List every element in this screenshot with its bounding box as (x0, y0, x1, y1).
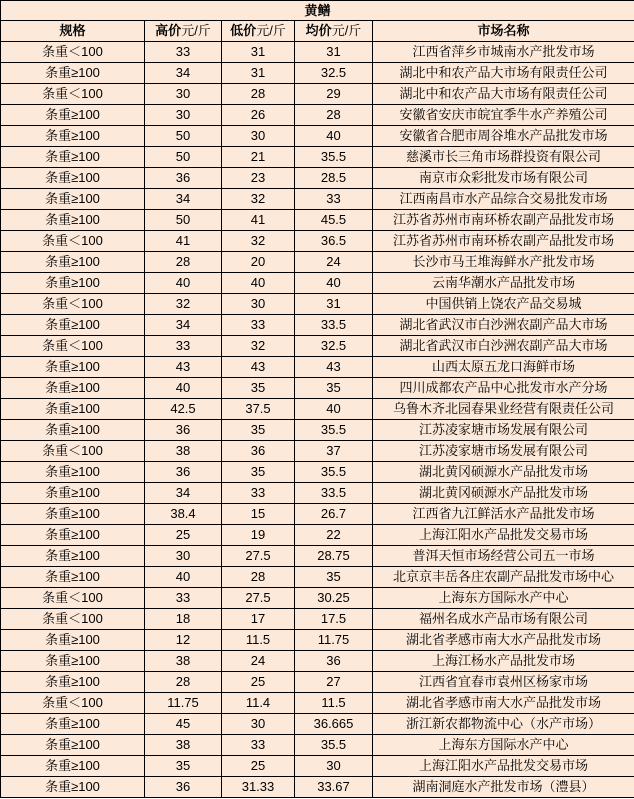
spec-cell: 条重≥100 (1, 546, 145, 567)
low-price-cell: 20 (222, 252, 295, 273)
avg-price-cell: 35 (295, 567, 373, 588)
spec-cell: 条重≥100 (1, 273, 145, 294)
table-row (1, 252, 634, 273)
spec-cell: 条重＜100 (1, 693, 145, 714)
market-cell: 湖北黄冈硕源水产品批发市场 (373, 462, 634, 483)
avg-price-cell: 30 (295, 756, 373, 777)
high-price-cell: 50 (145, 126, 222, 147)
avg-price-cell: 11.5 (295, 693, 373, 714)
header-low-unit: 元/斤 (256, 23, 286, 38)
market-cell: 中国供销上饶农产品交易城 (373, 294, 634, 315)
spec-cell: 条重≥100 (1, 714, 145, 735)
avg-price-cell: 24 (295, 252, 373, 273)
low-price-cell: 40 (222, 273, 295, 294)
market-cell: 上海江阳水产品批发交易市场 (373, 525, 634, 546)
table-row (1, 546, 634, 567)
avg-price-cell: 28 (295, 105, 373, 126)
avg-price-cell: 35 (295, 378, 373, 399)
low-price-cell: 27.5 (222, 546, 295, 567)
high-price-cell: 41 (145, 231, 222, 252)
spec-cell: 条重≥100 (1, 735, 145, 756)
high-price-cell: 18 (145, 609, 222, 630)
header-market: 市场名称 (373, 21, 634, 42)
low-price-cell: 19 (222, 525, 295, 546)
table-row (1, 168, 634, 189)
table-row (1, 63, 634, 84)
low-price-cell: 33 (222, 735, 295, 756)
avg-price-cell: 33.5 (295, 483, 373, 504)
header-avg-unit: 元/斤 (331, 23, 362, 38)
high-price-cell: 28 (145, 252, 222, 273)
market-cell: 江苏凌家塘市场发展有限公司 (373, 441, 634, 462)
table-row (1, 84, 634, 105)
header-spec: 规格 (1, 21, 145, 42)
low-price-cell: 35 (222, 420, 295, 441)
high-price-cell: 38 (145, 651, 222, 672)
spec-cell: 条重＜100 (1, 609, 145, 630)
table-row (1, 105, 634, 126)
avg-price-cell: 35.5 (295, 735, 373, 756)
market-cell: 上海江阳水产品批发交易市场 (373, 756, 634, 777)
high-price-cell: 33 (145, 588, 222, 609)
table-row (1, 210, 634, 231)
avg-price-cell: 33.5 (295, 315, 373, 336)
high-price-cell: 45 (145, 714, 222, 735)
high-price-cell: 36 (145, 420, 222, 441)
high-price-cell: 40 (145, 378, 222, 399)
high-price-cell: 43 (145, 357, 222, 378)
table-title: 黄鳝 (1, 1, 634, 21)
low-price-cell: 15 (222, 504, 295, 525)
header-avg-price (295, 21, 373, 42)
high-price-cell: 36 (145, 777, 222, 798)
avg-price-cell: 11.75 (295, 630, 373, 651)
high-price-cell: 40 (145, 273, 222, 294)
high-price-cell: 38.4 (145, 504, 222, 525)
spec-cell: 条重≥100 (1, 630, 145, 651)
avg-price-cell: 40 (295, 273, 373, 294)
table-row (1, 483, 634, 504)
high-price-cell: 50 (145, 210, 222, 231)
high-price-cell: 33 (145, 42, 222, 63)
table-row (1, 672, 634, 693)
spec-cell: 条重＜100 (1, 336, 145, 357)
market-cell: 长沙市马王堆海鲜水产批发市场 (373, 252, 634, 273)
table-row (1, 42, 634, 63)
high-price-cell: 34 (145, 483, 222, 504)
low-price-cell: 28 (222, 567, 295, 588)
market-cell: 福州名成水产品市场有限公司 (373, 609, 634, 630)
header-row (1, 21, 634, 42)
low-price-cell: 32 (222, 336, 295, 357)
avg-price-cell: 29 (295, 84, 373, 105)
spec-cell: 条重≥100 (1, 462, 145, 483)
high-price-cell: 30 (145, 84, 222, 105)
market-cell: 乌鲁木齐北园春果业经营有限责任公司 (373, 399, 634, 420)
table-row (1, 630, 634, 651)
avg-price-cell: 36 (295, 651, 373, 672)
market-cell: 江苏省苏州市南环桥农副产品批发市场 (373, 231, 634, 252)
market-cell: 湖南洞庭水产批发市场（澧县） (373, 777, 634, 798)
avg-price-cell: 36.665 (295, 714, 373, 735)
market-cell: 北京京丰岳各庄农副产品批发市场中心 (373, 567, 634, 588)
high-price-cell: 36 (145, 462, 222, 483)
avg-price-cell: 35.5 (295, 147, 373, 168)
table-row (1, 525, 634, 546)
high-price-cell: 50 (145, 147, 222, 168)
market-cell: 江西省九江鲜活水产品批发市场 (373, 504, 634, 525)
avg-price-cell: 35.5 (295, 462, 373, 483)
market-cell: 四川成都农产品中心批发市水产分场 (373, 378, 634, 399)
low-price-cell: 43 (222, 357, 295, 378)
table-row (1, 294, 634, 315)
table-row (1, 147, 634, 168)
spec-cell: 条重≥100 (1, 189, 145, 210)
header-avg-label: 均价 (305, 23, 332, 38)
spec-cell: 条重≥100 (1, 252, 145, 273)
avg-price-cell: 26.7 (295, 504, 373, 525)
spec-cell: 条重≥100 (1, 105, 145, 126)
avg-price-cell: 28.5 (295, 168, 373, 189)
avg-price-cell: 45.5 (295, 210, 373, 231)
high-price-cell: 35 (145, 756, 222, 777)
market-cell: 湖北黄冈硕源水产品批发市场 (373, 483, 634, 504)
low-price-cell: 28 (222, 84, 295, 105)
market-cell: 南京市众彩批发市场有限公司 (373, 168, 634, 189)
avg-price-cell: 17.5 (295, 609, 373, 630)
low-price-cell: 35 (222, 462, 295, 483)
low-price-cell: 30 (222, 714, 295, 735)
low-price-cell: 26 (222, 105, 295, 126)
header-high-price (145, 21, 222, 42)
low-price-cell: 41 (222, 210, 295, 231)
table-row (1, 588, 634, 609)
market-cell: 江苏省苏州市南环桥农副产品批发市场 (373, 210, 634, 231)
low-price-cell: 11.4 (222, 693, 295, 714)
low-price-cell: 17 (222, 609, 295, 630)
spec-cell: 条重≥100 (1, 420, 145, 441)
spec-cell: 条重≥100 (1, 756, 145, 777)
market-cell: 普洱天恒市场经营公司五一市场 (373, 546, 634, 567)
market-cell: 慈溪市长三角市场群投资有限公司 (373, 147, 634, 168)
low-price-cell: 23 (222, 168, 295, 189)
table-row (1, 651, 634, 672)
market-cell: 湖北省孝感市南大水产品批发市场 (373, 630, 634, 651)
high-price-cell: 38 (145, 441, 222, 462)
avg-price-cell: 36.5 (295, 231, 373, 252)
avg-price-cell: 31 (295, 42, 373, 63)
table-row (1, 189, 634, 210)
low-price-cell: 37.5 (222, 399, 295, 420)
high-price-cell: 34 (145, 63, 222, 84)
low-price-cell: 31 (222, 63, 295, 84)
table-row (1, 462, 634, 483)
low-price-cell: 32 (222, 189, 295, 210)
market-cell: 上海江杨水产品批发市场 (373, 651, 634, 672)
low-price-cell: 30 (222, 294, 295, 315)
high-price-cell: 34 (145, 315, 222, 336)
market-cell: 湖北省孝感市南大水产品批发市场 (373, 693, 634, 714)
high-price-cell: 38 (145, 735, 222, 756)
table-row (1, 441, 634, 462)
low-price-cell: 36 (222, 441, 295, 462)
avg-price-cell: 37 (295, 441, 373, 462)
avg-price-cell: 32.5 (295, 63, 373, 84)
avg-price-cell: 40 (295, 399, 373, 420)
spec-cell: 条重≥100 (1, 399, 145, 420)
high-price-cell: 12 (145, 630, 222, 651)
table-row (1, 504, 634, 525)
high-price-cell: 42.5 (145, 399, 222, 420)
avg-price-cell: 32.5 (295, 336, 373, 357)
table-row (1, 693, 634, 714)
low-price-cell: 25 (222, 672, 295, 693)
table-row (1, 231, 634, 252)
spec-cell: 条重＜100 (1, 42, 145, 63)
spec-cell: 条重≥100 (1, 378, 145, 399)
avg-price-cell: 27 (295, 672, 373, 693)
low-price-cell: 31 (222, 42, 295, 63)
table-row (1, 336, 634, 357)
header-low-label: 低价 (230, 23, 257, 38)
avg-price-cell: 33.67 (295, 777, 373, 798)
spec-cell: 条重≥100 (1, 126, 145, 147)
avg-price-cell: 33 (295, 189, 373, 210)
spec-cell: 条重≥100 (1, 168, 145, 189)
table-row (1, 567, 634, 588)
market-cell: 云南华潮水产品批发市场 (373, 273, 634, 294)
high-price-cell: 33 (145, 336, 222, 357)
spec-cell: 条重≥100 (1, 210, 145, 231)
market-cell: 湖北中和农产品大市场有限责任公司 (373, 84, 634, 105)
market-cell: 湖北省武汉市白沙洲农副产品大市场 (373, 336, 634, 357)
title-row (1, 1, 634, 21)
spec-cell: 条重≥100 (1, 567, 145, 588)
low-price-cell: 24 (222, 651, 295, 672)
spec-cell: 条重≥100 (1, 525, 145, 546)
table-row (1, 273, 634, 294)
spec-cell: 条重≥100 (1, 315, 145, 336)
market-cell: 江西南昌市水产品综合交易批发市场 (373, 189, 634, 210)
table-row (1, 126, 634, 147)
table-row (1, 714, 634, 735)
spec-cell: 条重＜100 (1, 441, 145, 462)
low-price-cell: 35 (222, 378, 295, 399)
market-cell: 安徽省合肥市周谷堆水产品批发市场 (373, 126, 634, 147)
spec-cell: 条重≥100 (1, 651, 145, 672)
spec-cell: 条重≥100 (1, 672, 145, 693)
spec-cell: 条重＜100 (1, 231, 145, 252)
spec-cell: 条重≥100 (1, 504, 145, 525)
avg-price-cell: 30.25 (295, 588, 373, 609)
low-price-cell: 25 (222, 756, 295, 777)
low-price-cell: 11.5 (222, 630, 295, 651)
market-cell: 上海东方国际水产中心 (373, 735, 634, 756)
spec-cell: 条重≥100 (1, 357, 145, 378)
low-price-cell: 21 (222, 147, 295, 168)
market-cell: 江西省宜春市袁州区杨家市场 (373, 672, 634, 693)
spec-cell: 条重≥100 (1, 777, 145, 798)
high-price-cell: 40 (145, 567, 222, 588)
table-row (1, 777, 634, 798)
market-cell: 浙江新农都物流中心（水产市场） (373, 714, 634, 735)
table-row (1, 315, 634, 336)
high-price-cell: 25 (145, 525, 222, 546)
table-row (1, 399, 634, 420)
avg-price-cell: 31 (295, 294, 373, 315)
market-cell: 湖北中和农产品大市场有限责任公司 (373, 63, 634, 84)
table-row (1, 756, 634, 777)
avg-price-cell: 22 (295, 525, 373, 546)
low-price-cell: 32 (222, 231, 295, 252)
high-price-cell: 30 (145, 546, 222, 567)
market-cell: 江西省萍乡市城南水产批发市场 (373, 42, 634, 63)
spec-cell: 条重≥100 (1, 147, 145, 168)
spec-cell: 条重＜100 (1, 84, 145, 105)
avg-price-cell: 40 (295, 126, 373, 147)
high-price-cell: 28 (145, 672, 222, 693)
high-price-cell: 30 (145, 105, 222, 126)
header-high-unit: 元/斤 (181, 23, 211, 38)
low-price-cell: 31.33 (222, 777, 295, 798)
market-cell: 安徽省安庆市皖宜季牛水产养殖公司 (373, 105, 634, 126)
high-price-cell: 32 (145, 294, 222, 315)
high-price-cell: 36 (145, 168, 222, 189)
high-price-cell: 34 (145, 189, 222, 210)
table-row (1, 378, 634, 399)
spec-cell: 条重＜100 (1, 294, 145, 315)
spec-cell: 条重＜100 (1, 588, 145, 609)
low-price-cell: 30 (222, 126, 295, 147)
avg-price-cell: 28.75 (295, 546, 373, 567)
high-price-cell: 11.75 (145, 693, 222, 714)
header-low-price (222, 21, 295, 42)
header-high-label: 高价 (155, 23, 182, 38)
table-row (1, 357, 634, 378)
spec-cell: 条重≥100 (1, 483, 145, 504)
table-row (1, 420, 634, 441)
table-row (1, 735, 634, 756)
table-row (1, 609, 634, 630)
market-cell: 上海东方国际水产中心 (373, 588, 634, 609)
avg-price-cell: 35.5 (295, 420, 373, 441)
low-price-cell: 33 (222, 483, 295, 504)
avg-price-cell: 43 (295, 357, 373, 378)
market-cell: 湖北省武汉市白沙洲农副产品大市场 (373, 315, 634, 336)
spec-cell: 条重≥100 (1, 63, 145, 84)
low-price-cell: 27.5 (222, 588, 295, 609)
market-cell: 山西太原五龙口海鲜市场 (373, 357, 634, 378)
market-cell: 江苏凌家塘市场发展有限公司 (373, 420, 634, 441)
low-price-cell: 33 (222, 315, 295, 336)
